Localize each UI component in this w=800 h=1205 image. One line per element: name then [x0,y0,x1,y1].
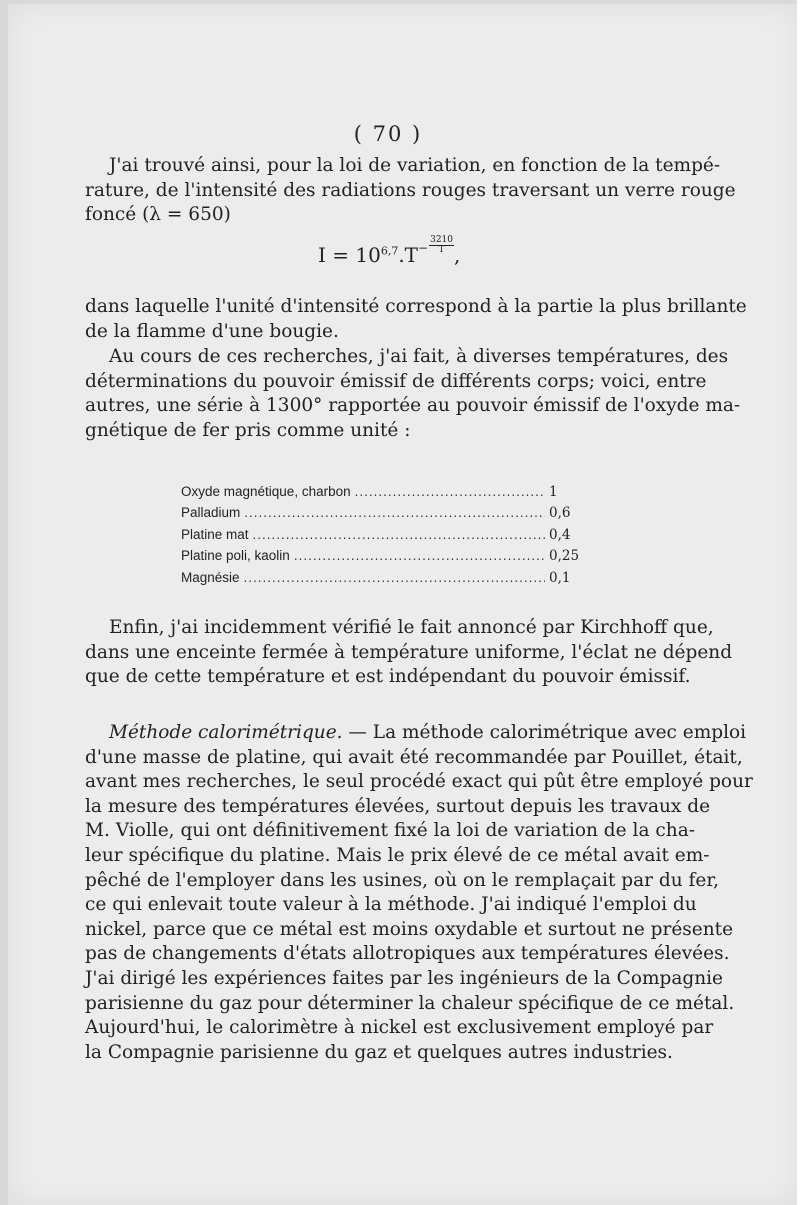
paragraph-calorimetric-method [85,721,753,1065]
text-line: autres, une série à 1300° rapportée au pouvoir émissif de l'oxyde ma- [85,395,741,417]
leader-dots [355,484,545,499]
text-line: avant mes recherches, le seul procédé exact qui pût être employé pour [85,771,753,793]
text-line: rature, de l'intensité des radiations rouges traversant un verre rouge [85,179,736,201]
line-text: — La méthode calorimétrique avec emploi [342,722,747,743]
book-page [8,4,800,1205]
emissivity-value: 0,1 [549,569,571,586]
formula-exp-sign: − [418,241,429,255]
text-line: M. Violle, qui ont définitivement fixé la loi de variation de la cha- [85,820,695,842]
line [85,721,747,746]
emissivity-table [181,484,581,591]
leader-dots [244,570,545,585]
emissivity-value: 0,25 [549,548,580,565]
material-name: Platine poli, kaolin [181,548,290,564]
emissivity-value: 0,4 [549,526,571,543]
text-line: gnétique de fer pris comme unité : [85,419,411,441]
text-line: la Compagnie parisienne du gaz et quelques autres industries. [85,1041,673,1063]
emissivity-value: 0,6 [549,505,571,522]
formula-exponent-fraction [429,236,454,255]
text-line: d'une masse de platine, qui avait été recommandée par Pouillet, était, [85,746,743,768]
text-line: parisienne du gaz pour déterminer la chaleur spécifique de ce métal. [85,992,735,1014]
table-row [181,570,581,591]
text-line: J'ai dirigé les expériences faites par les ingénieurs de la Compagnie [85,967,723,989]
leader-dots [244,505,545,520]
text-line: de la flamme d'une bougie. [85,320,339,342]
page-number: ( 70 ) [353,122,423,146]
text-line: pas de changements d'états allotropiques aux températures élevées. [85,943,730,965]
table-row [181,484,581,505]
formula-lhs: I = [318,243,356,267]
table-row [181,505,581,526]
intensity-formula [318,236,460,267]
text-line: pêché de l'employer dans les usines, où on le remplaçait par du fer, [85,869,720,891]
paragraph-emissivity-series [85,345,741,443]
emissivity-value: 1 [549,484,558,500]
text-line: nickel, parce que ce métal est moins oxydable et surtout ne présente [85,918,734,940]
material-name: Magnésie [181,569,240,585]
text-line: Au cours de ces recherches, j'ai fait, à diverses températures, des [109,346,729,367]
text-line: Enfin, j'ai incidemment vérifié le fait annoncé par Kirchhoff que, [109,617,714,638]
paragraph-intensity-law [85,154,736,228]
exp-numerator: 3210 [430,235,453,245]
leader-dots [253,527,545,542]
text-line: dans laquelle l'unité d'intensité correspond à la partie la plus brillante [85,296,747,317]
material-name: Palladium [181,505,241,521]
table-row [181,527,581,548]
exp-denominator: T [438,245,445,255]
text-line: Aujourd'hui, le calorimètre à nickel est exclusivement employé par [85,1017,714,1039]
text-line: dans une enceinte fermée à température uniforme, l'éclat ne dépend [85,641,733,663]
formula-base: 10 [355,243,381,267]
text-line: la mesure des températures élevées, surtout depuis les travaux de [85,795,711,817]
material-name: Platine mat [181,526,249,542]
section-heading: Méthode calorimétrique. [109,722,343,743]
text-line: déterminations du pouvoir émissif de différents corps; voici, entre [85,370,707,392]
formula-base-exponent: 6,7 [380,244,399,258]
text-line: J'ai trouvé ainsi, pour la loi de variation, en fonction de la tempé- [109,155,721,176]
text-line: ce qui enlevait toute valeur à la méthode. J'ai indiqué l'emploi du [85,894,697,916]
paragraph-kirchhoff [85,616,733,690]
material-name: Oxyde magnétique, charbon [181,484,351,499]
formula-mid: .T [398,243,419,267]
text-line: que de cette température et est indépendant du pouvoir émissif. [85,666,691,688]
text-line: foncé (λ = 650) [85,204,231,226]
table-row [181,548,581,569]
paragraph-unit-definition [85,295,747,344]
leader-dots [294,548,545,563]
formula-tail: , [454,243,461,267]
text-line: leur spécifique du platine. Mais le prix élevé de ce métal avait em- [85,844,710,866]
